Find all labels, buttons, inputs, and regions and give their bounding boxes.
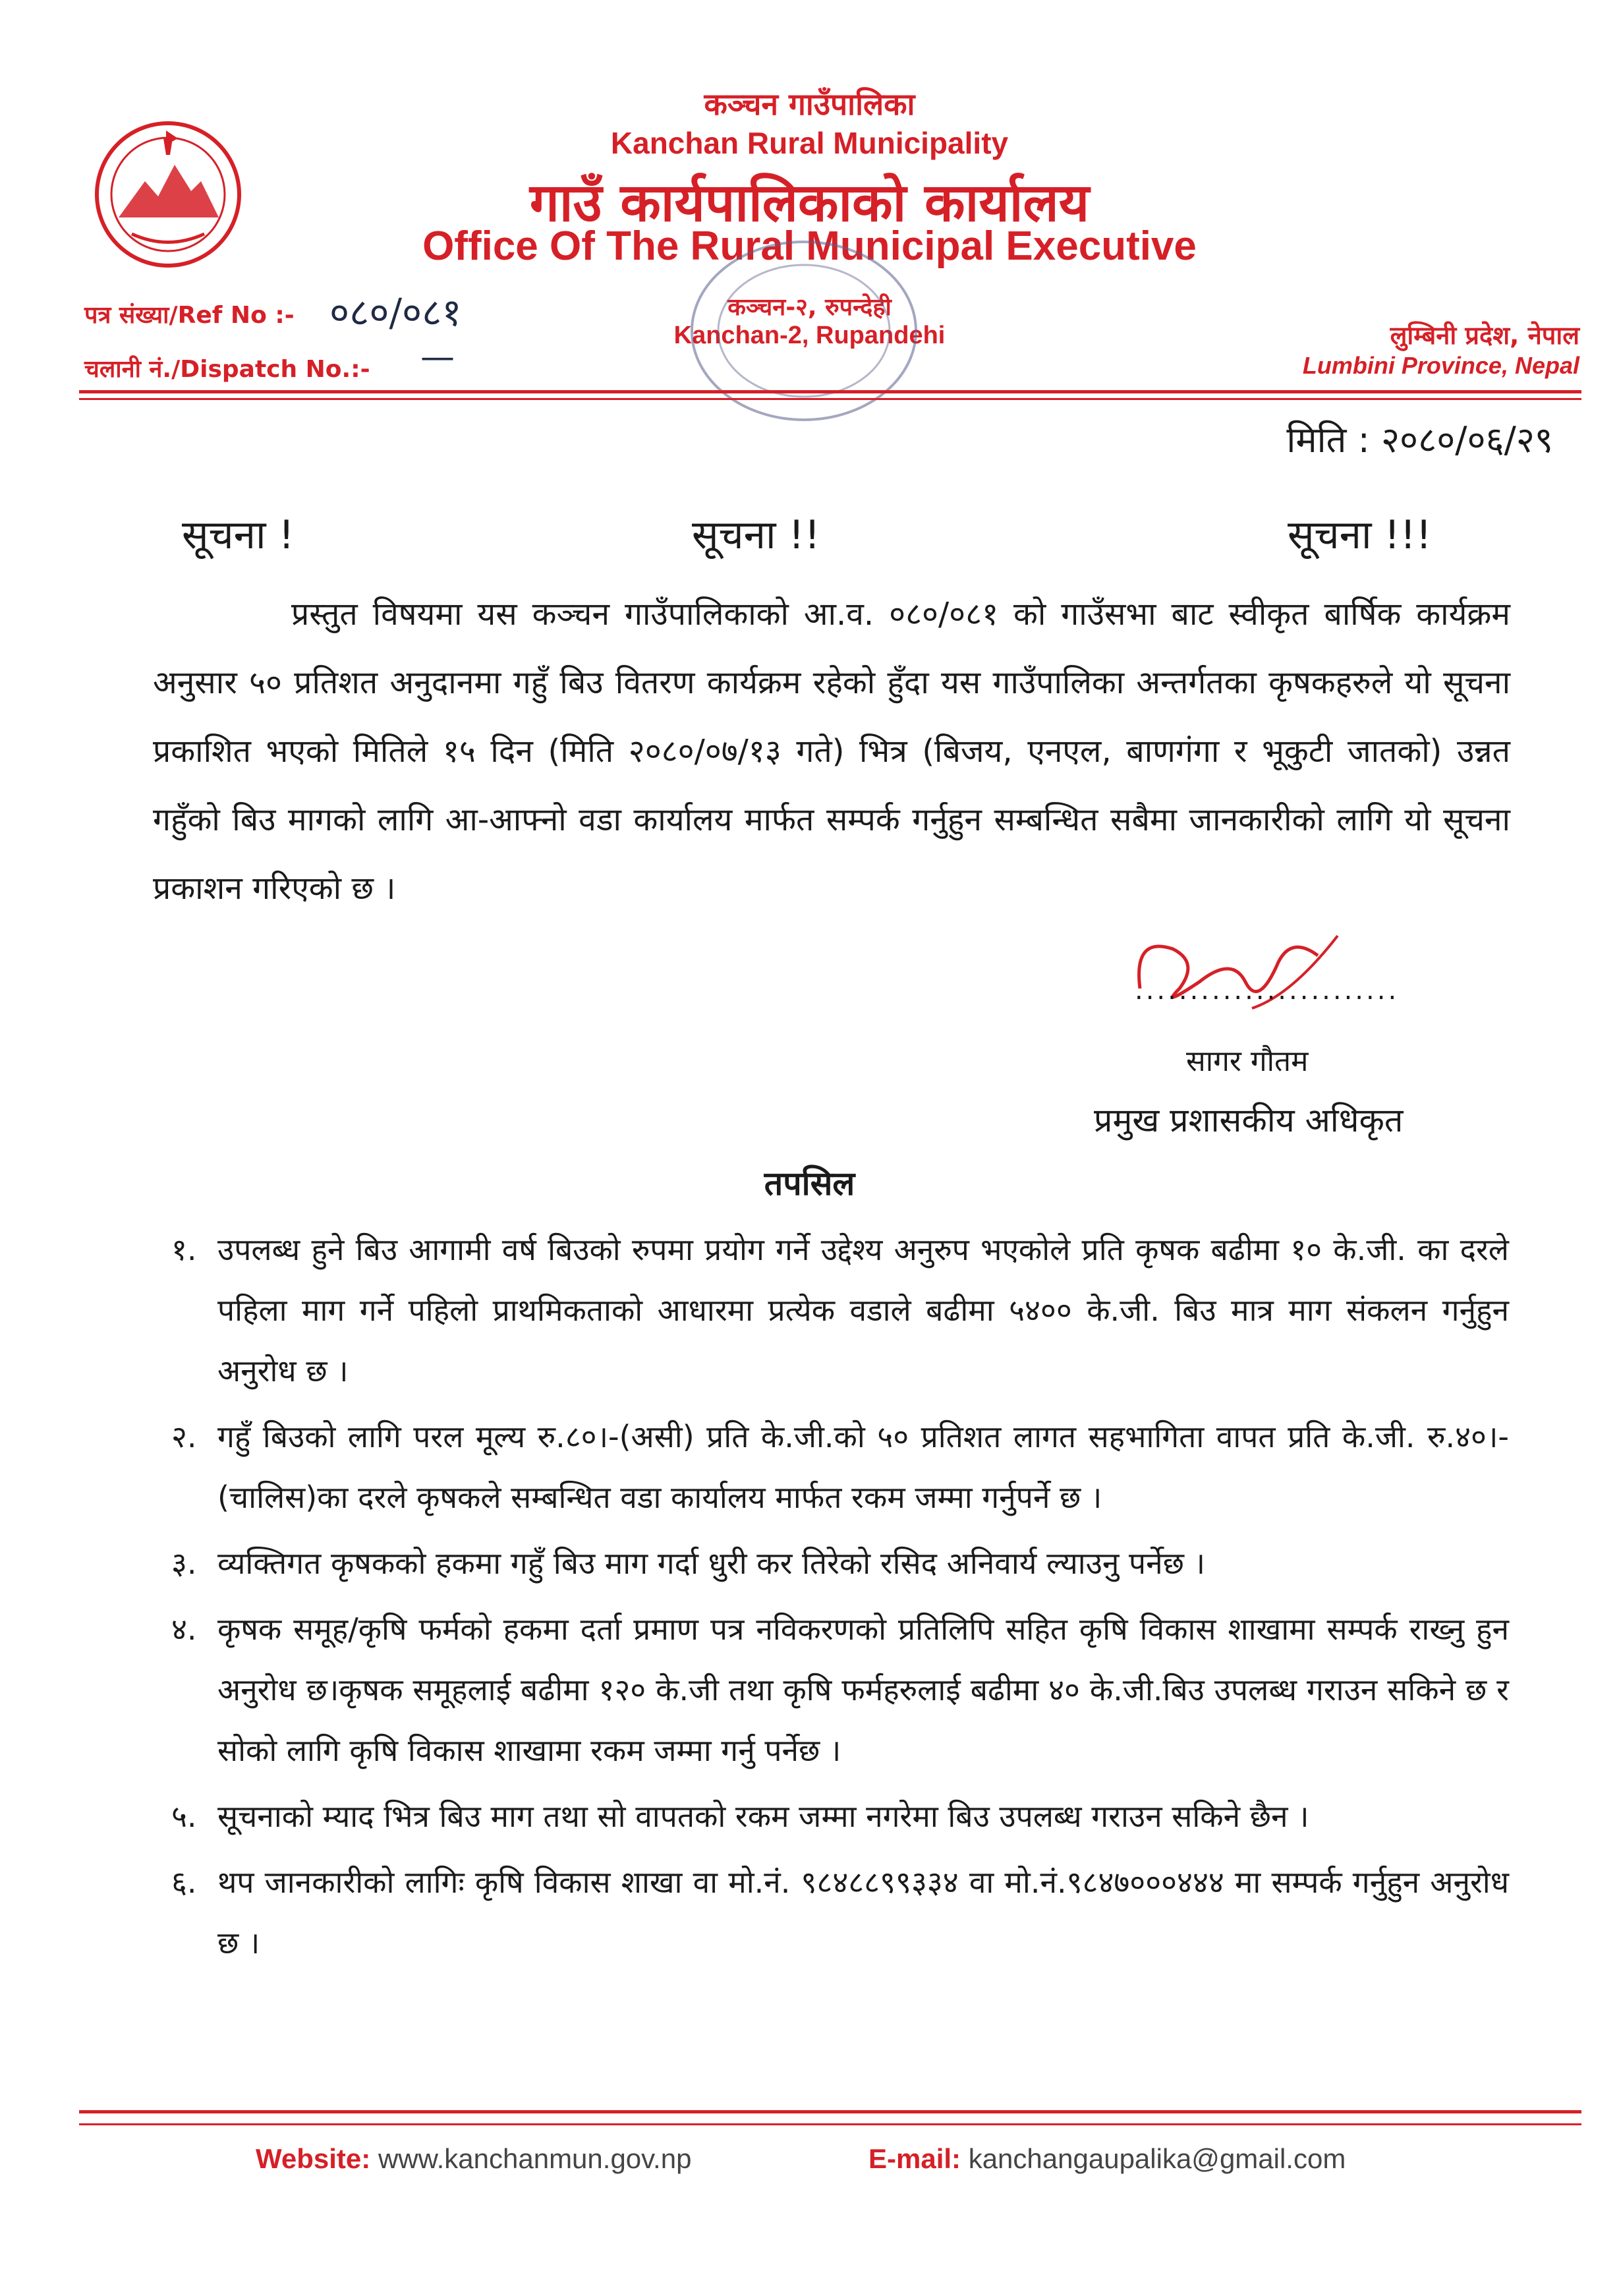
list-item-number: १.: [171, 1232, 197, 1267]
footer-divider-bottom: [79, 2123, 1581, 2125]
list-item: [171, 1219, 1509, 1401]
list-item: [171, 1406, 1509, 1528]
ref-number-value: ०८०/०८१: [329, 290, 462, 335]
notice-label-3: सूचना !!!: [1288, 512, 1432, 558]
municipality-name-np: कञ्चन गाउँपालिका: [704, 86, 915, 122]
municipality-name-en: Kanchan Rural Municipality: [610, 126, 1009, 160]
signature-line: ........................: [1135, 975, 1400, 1006]
list-item-number: ६.: [171, 1864, 197, 1900]
list-item-text: व्यक्तिगत कृषकको हकमा गहुँ बिउ माग गर्दा धुरी कर तिरेको रसिद अनिवार्य ल्याउनु पर्नेछ ।: [217, 1545, 1206, 1581]
email-label: E-mail:: [868, 2143, 961, 2174]
ref-number-label: पत्र संख्या/Ref No :-: [84, 302, 295, 329]
annex-list: [171, 1219, 1509, 1978]
list-item-number: ५.: [171, 1798, 197, 1834]
province-en: Lumbini Province, Nepal: [1302, 352, 1579, 379]
list-item-text: गहुँ बिउको लागि परल मूल्य रु.८०।-(असी) प्रति के.जी.को ५० प्रतिशत लागत सहभागिता वापत प्रति के.जी. रु.४०।-(चालिस)का दरले कृषकले सम्बन्धित वडा कार्यालय मार्फत रकम जम्मा गर्नुपर्ने छ ।: [217, 1419, 1509, 1515]
website-label: Website:: [256, 2143, 371, 2174]
list-item: [171, 1533, 1509, 1593]
dispatch-number-label: चलानी नं./Dispatch No.:-: [84, 356, 370, 383]
website-link[interactable]: www.kanchanmun.gov.np: [378, 2143, 692, 2174]
office-name-np: गाउँ कार्यपालिकाको कार्यालय: [529, 172, 1090, 233]
office-stamp-icon: [685, 232, 923, 430]
dispatch-number-value: —: [420, 337, 455, 377]
footer-website: [256, 2143, 691, 2175]
list-item-text: उपलब्ध हुने बिउ आगामी वर्ष बिउको रुपमा प्रयोग गर्ने उद्देश्य अनुरुप भएकोले प्रति कृषक बढीमा १० के.जी. का दरले पहिला माग गर्ने पहिलो प्राथमिकताको आधारमा प्रत्येक वडाले बढीमा ५४०० के.जी. बिउ मात्र माग संकलन गर्नुहुन अनुरोध छ ।: [217, 1232, 1509, 1389]
list-item-text: थप जानकारीको लागिः कृषि विकास शाखा वा मो.नं. ९८४८८९९३३४ वा मो.नं.९८४७०००४४४ मा सम्पर्क गर्नुहुन अनुरोध छ ।: [217, 1864, 1509, 1961]
annex-title: तपसिल: [764, 1164, 855, 1203]
list-item: [171, 1852, 1509, 1973]
header-divider-bottom: [79, 398, 1581, 400]
notice-label-1: सूचना !: [182, 512, 295, 558]
address-en: Kanchan-2, Rupandehi: [673, 322, 946, 349]
office-name-en: Office Of The Rural Municipal Executive: [422, 223, 1197, 269]
address-np: कञ्चन-२, रुपन्देही: [727, 294, 892, 321]
list-item-number: ३.: [171, 1545, 197, 1581]
footer-email: [868, 2143, 1346, 2175]
list-item: [171, 1786, 1509, 1847]
notice-body-text: प्रस्तुत विषयमा यस कञ्चन गाउँपालिकाको आ.व. ०८०/०८१ को गाउँसभा बाट स्वीकृत बार्षिक कार्यक्रम अनुसार ५० प्रतिशत अनुदानमा गहुँ बिउ वितरण कार्यक्रम रहेको हुँदा यस गाउँपालिका अन्तर्गतका कृषकहरुले यो सूचना प्रकाशित भएको मितिले १५ दिन (मिति २०८०/०७/१३ गते) भित्र (बिजय, एनएल, बाणगंगा र भूकुटी जातको) उन्नत गहुँको बिउ मागको लागि आ-आफ्नो वडा कार्यालय मार्फत सम्पर्क गर्नुहुन सम्बन्धित सबैमा जानकारीको लागि यो सूचना प्रकाशन गरिएको छ ।: [153, 596, 1510, 907]
header-divider-top: [79, 390, 1581, 393]
notice-date: मिति : २०८०/०६/२९: [1286, 419, 1553, 461]
province-np: लुम्बिनी प्रदेश, नेपाल: [1390, 321, 1579, 350]
signatory-name: सागर गौतम: [1186, 1045, 1309, 1078]
list-item-text: कृषक समूह/कृषि फर्मको हकमा दर्ता प्रमाण पत्र नविकरणको प्रतिलिपि सहित कृषि विकास शाखामा सम्पर्क राख्नु हुन अनुरोध छ।कृषक समूहलाई बढीमा १२० के.जी तथा कृषि फर्महरुलाई बढीमा ४० के.जी.बिउ उपलब्ध गराउन सकिने छ र सोको लागि कृषि विकास शाखामा रकम जम्मा गर्नु पर्नेछ ।: [217, 1611, 1509, 1768]
footer-divider-top: [79, 2110, 1581, 2113]
list-item-number: २.: [171, 1419, 197, 1454]
list-item-number: ४.: [171, 1611, 197, 1647]
list-item-text: सूचनाको म्याद भित्र बिउ माग तथा सो वापतको रकम जम्मा नगरेमा बिउ उपलब्ध गराउन सकिने छैन ।: [217, 1798, 1309, 1834]
notice-label-2: सूचना !!: [692, 512, 820, 558]
email-link[interactable]: kanchangaupalika@gmail.com: [968, 2143, 1346, 2174]
signatory-title: प्रमुख प्रशासकीय अधिकृत: [1094, 1101, 1404, 1139]
notice-body: [153, 580, 1510, 923]
list-item: [171, 1599, 1509, 1781]
